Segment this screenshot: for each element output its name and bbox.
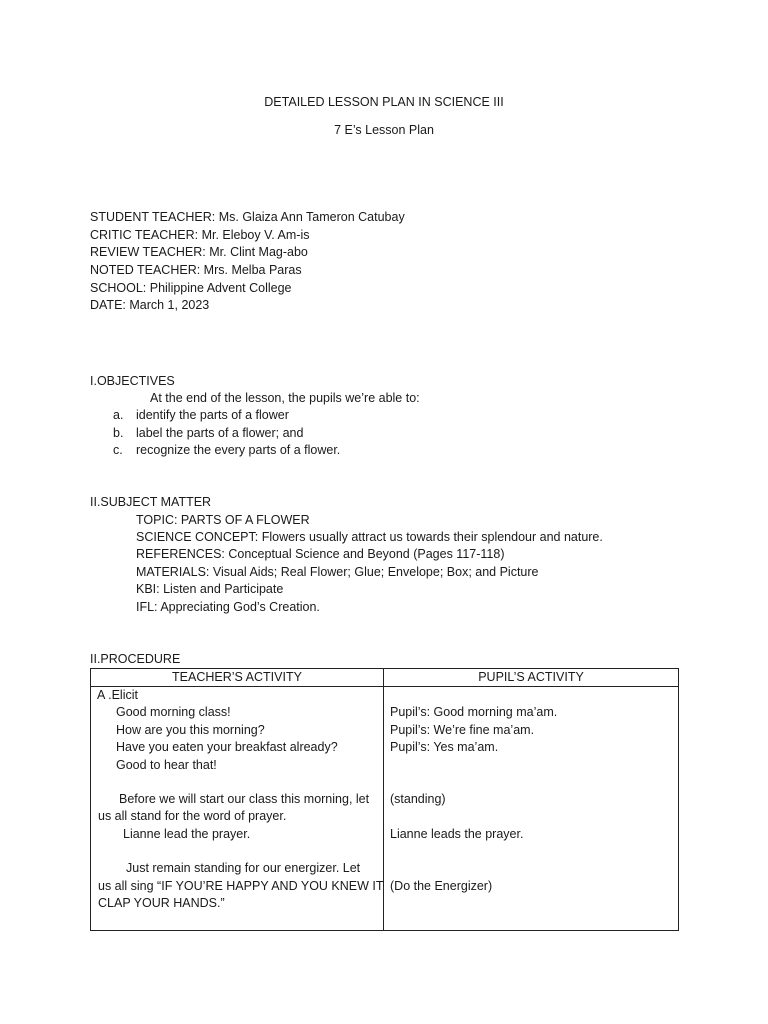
subject-science-concept: SCIENCE CONCEPT: Flowers usually attract us towards their splendour and nature. [136, 530, 603, 544]
teacher-line: us all sing “IF YOU’RE HAPPY AND YOU KNEW IT [98, 879, 384, 893]
objective-marker: a. [113, 408, 124, 422]
column-header-pupil: PUPIL’S ACTIVITY [384, 669, 679, 687]
objective-marker: b. [113, 426, 124, 440]
pupil-line: Pupil’s: Good morning ma’am. [390, 705, 558, 719]
teacher-line: Just remain standing for our energizer. Let [126, 861, 361, 875]
teacher-line: Lianne lead the prayer. [123, 827, 251, 841]
teacher-line: Before we will start our class this morning, let [119, 792, 370, 806]
table-row [91, 687, 679, 931]
subject-kbi: KBI: Listen and Participate [136, 582, 284, 596]
pupil-line: (standing) [390, 792, 446, 806]
subject-references: REFERENCES: Conceptual Science and Beyond (Pages 117-118) [136, 547, 505, 561]
objectives-intro: At the end of the lesson, the pupils we’re able to: [150, 391, 420, 405]
teacher-line: Good morning class! [116, 705, 231, 719]
pupil-activity-cell [384, 687, 679, 931]
section-label: A .Elicit [97, 688, 138, 702]
info-student-teacher: STUDENT TEACHER: Ms. Glaiza Ann Tameron Catubay [90, 210, 405, 224]
procedure-table [90, 668, 679, 931]
pupil-line: Pupil’s: Yes ma’am. [390, 740, 499, 754]
pupil-line: (Do the Energizer) [390, 879, 493, 893]
info-date: DATE: March 1, 2023 [90, 298, 210, 312]
objective-item: identify the parts of a flower [136, 408, 289, 422]
teacher-line: How are you this morning? [116, 723, 265, 737]
info-school: SCHOOL: Philippine Advent College [90, 281, 292, 295]
subject-matter-heading: II.SUBJECT MATTER [90, 495, 212, 509]
teacher-line: Have you eaten your breakfast already? [116, 740, 338, 754]
pupil-line: Pupil’s: We’re fine ma’am. [390, 723, 535, 737]
document-subtitle: 7 E’s Lesson Plan [334, 123, 434, 137]
teacher-line: us all stand for the word of prayer. [98, 809, 287, 823]
subject-materials: MATERIALS: Visual Aids; Real Flower; Glue; Envelope; Box; and Picture [136, 565, 539, 579]
info-critic-teacher: CRITIC TEACHER: Mr. Eleboy V. Am-is [90, 228, 310, 242]
info-noted-teacher: NOTED TEACHER: Mrs. Melba Paras [90, 263, 302, 277]
info-review-teacher: REVIEW TEACHER: Mr. Clint Mag-abo [90, 245, 308, 259]
document-title: DETAILED LESSON PLAN IN SCIENCE III [264, 95, 504, 109]
objective-item: recognize the every parts of a flower. [136, 443, 341, 457]
teacher-line: Good to hear that! [116, 758, 217, 772]
procedure-heading: II.PROCEDURE [90, 652, 181, 666]
subject-ifl: IFL: Appreciating God’s Creation. [136, 600, 320, 614]
teacher-activity-cell [91, 687, 384, 931]
subject-topic: TOPIC: PARTS OF A FLOWER [136, 513, 310, 527]
objective-marker: c. [113, 443, 123, 457]
pupil-line: Lianne leads the prayer. [390, 827, 524, 841]
teacher-line: CLAP YOUR HANDS.” [98, 896, 225, 910]
column-header-teacher: TEACHER’S ACTIVITY [91, 669, 384, 687]
objective-item: label the parts of a flower; and [136, 426, 304, 440]
objectives-heading: I.OBJECTIVES [90, 374, 175, 388]
